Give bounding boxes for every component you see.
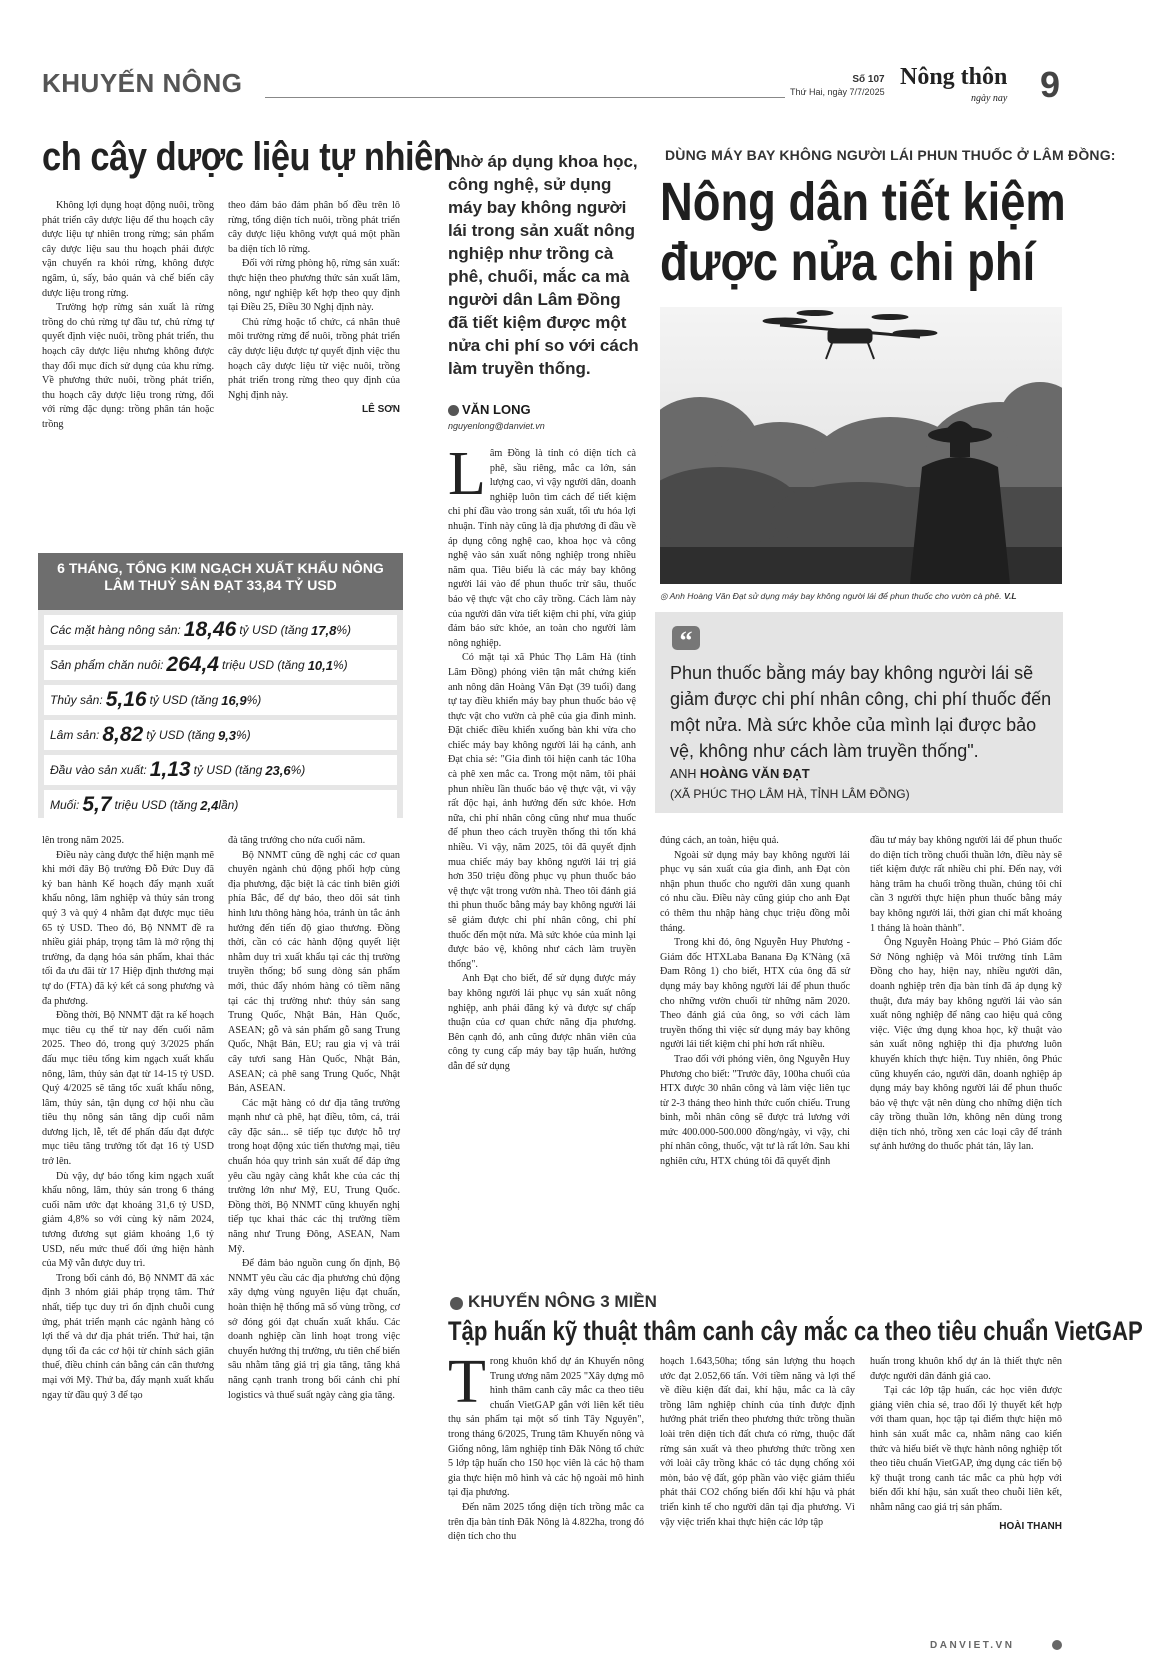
author-signature: HOÀI THANH: [999, 1520, 1062, 1532]
paragraph: Trong bối cảnh đó, Bộ NNMT đã xác định 3 nhóm giải pháp trọng tâm. Thứ nhất, tiếp tục duy trì ổn định chuỗi cung ứng, phát triển mạnh các ngành hàng có lợi thế và dư địa phát triển. Thứ hai, tận dụng tối đa các cơ hội từ chính sách giãn thuế, điều chỉnh cán bằng cán cân thương mại với Mỹ. Thứ ba, đẩy mạnh xuất khẩu ngay từ đầu quý 3 để tạo: [42, 1272, 214, 1401]
export-stat-row: [44, 755, 397, 785]
export-stat-value: 5,16: [105, 688, 147, 711]
quote-icon: “: [672, 626, 700, 650]
paragraph: Đối với rừng phòng hộ, rừng sản xuất: thực hiện theo phương thức sản xuất lâm, nông, ngư nghiệp kết hợp theo quy định tại Điều 25, Điều 30 Nghị định này.: [228, 258, 400, 314]
paragraph: [448, 440, 636, 651]
paragraph-text: rong khuôn khổ dự án Khuyến nông Trung ương năm 2025 "Xây dựng mô hình thâm canh cây mắc ca theo tiêu chuẩn VietGAP gắn với liên kết tiêu thụ sản phẩm tại một số tỉnh Tây Nguyên", trong tháng 6/2025, Trung tâm Khuyến nông và Giống nông, lâm nghiệp tỉnh Đăk Nông tổ chức 5 lớp tập huấn cho 150 học viên là các hộ tham gia thực hiện mô hình và các hộ ngoài mô hình tại địa phương.: [448, 1356, 644, 1499]
main-article-col-2: [660, 834, 850, 1170]
paragraph: Trao đổi với phóng viên, ông Nguyễn Huy Phương cho biết: "Trước đây, 100ha chuối của HTX được 30 nhân công và làm việc liên tục từ 2-3 tháng theo hình thức cuốn chiếu. Trung bình, mỗi nhân công sẽ được trả lương với mức 400.000-500.000 đồng/ngày, vì vậy, chi phí nhân công, thuốc, vật tư là rất lớn. Sau khi nghiên cứu, HTX chúng tôi đã quyết định: [660, 1053, 850, 1168]
export-stat-unit: triệu USD (tăng: [221, 658, 305, 672]
export-stat-suffix: lần): [218, 798, 239, 812]
footer-site: DANVIET.VN: [930, 1640, 1015, 1651]
paragraph: theo đám bảo đảm phân bố đều trên lô rừng, tổng diện tích nuôi, trồng phát triển cây dược liệu không vượt quá một phần ba diện tích lô rừng.: [228, 200, 400, 255]
export-stat-suffix: %): [336, 623, 352, 637]
export-stat-growth: 2,4: [200, 797, 219, 813]
export-stat-unit: triệu USD (tăng: [114, 798, 198, 812]
export-stat-growth: 17,8: [311, 622, 337, 638]
export-stat-row: [44, 685, 397, 715]
bottom-article-col-1: [448, 1348, 644, 1545]
paragraph: Đến năm 2025 tổng diện tích trồng mắc ca trên địa bàn tỉnh Đăk Nông là 4.822ha, trong đó diện tích cho thu: [448, 1501, 644, 1543]
export-stat-row: [44, 615, 397, 645]
caption-text: Anh Hoàng Văn Đạt sử dụng máy bay không người lái để phun thuốc cho vườn cà phê.: [669, 591, 1002, 601]
export-stats-box: [38, 553, 403, 818]
paragraph: Các mặt hàng có dư địa tăng trưởng mạnh như cà phê, hạt điều, tôm, cá, trái cây đặc sản... sẽ tiếp tục được hỗ trợ trong hoạt động xúc tiến thương mại, tiêu chuẩn hóa quy trình sản xuất để đáp ứng yêu cầu ngày càng khắt khe của các thị trường lớn như Mỹ, EU, Trung Quốc. Đồng thời, Bộ NNMT cũng khuyến nghị tiếp tục khai thác các thị trường tiềm năng như Trung Đông, ASEAN, Nam Mỹ.: [228, 1097, 400, 1255]
bottom-article-title: Tập huấn kỹ thuật thâm canh cây mắc ca theo tiêu chuẩn VietGAP: [448, 1316, 1143, 1346]
paragraph: huấn trong khuôn khổ dự án là thiết thực nên được người dân đánh giá cao.: [870, 1356, 1062, 1382]
photo-credit: V.L: [1004, 591, 1017, 601]
author-name: VĂN LONG: [462, 402, 531, 417]
left-bottom-col-2: [228, 834, 400, 1403]
export-stat-suffix: %): [333, 658, 348, 672]
author-email: nguyenlong@danviet.vn: [448, 421, 545, 431]
export-stat-unit: tỷ USD (tăng: [146, 728, 215, 742]
export-stat-growth: 23,6: [265, 762, 291, 778]
left-article-col-2: [228, 199, 400, 418]
issue-date: Thứ Hai, ngày 7/7/2025: [790, 87, 885, 97]
paragraph: Trong khi đó, ông Nguyễn Huy Phương - Giám đốc HTXLaba Banana Đạ K'Nàng (xã Đam Rông 1) cho biết, HTX của ông đã sử dụng máy bay không người lái để phun thuốc cho những vườn chuối từ những năm 2020. Theo đánh giá của ông, so với cách làm truyền thống thì việc sử dụng máy bay không người lái tiết kiệm chi phí hơn rất nhiều.: [660, 937, 850, 1051]
export-stat-growth: 16,9: [221, 692, 247, 708]
section-name: KHUYẾN NÔNG: [42, 68, 243, 98]
paragraph: hoạch 1.643,50ha; tổng sản lượng thu hoạch ước đạt 2.052,66 tấn. Với tiềm năng và lợi thế về điều kiện đất đai, khí hậu, mắc ca là cây trồng lâm nghiệp chính của tỉnh được định hướng phát triển theo phương thức trồng thuần loài trên diện tích đất chưa có rừng, thuộc đất rừng sản xuất và theo phương thức trồng xen với loài cây trồng khác có tác dụng chống xói mòn, bảo vệ đất, góp phần vào việc giảm thiểu phát thải CO2 chống biến đổi khí hậu và phát triển kinh tế cho người dân tại địa phương. Vì vậy việc triển khai thực hiện các lớp tập: [660, 1356, 855, 1528]
left-bottom-col-1: [42, 834, 214, 1403]
export-stat-unit: tỷ USD (tăng: [193, 763, 263, 777]
bottom-article-col-2: [660, 1355, 855, 1530]
export-stats-heading: 6 THÁNG, TỔNG KIM NGẠCH XUẤT KHẨU NÔNG LÂM THUỶ SẢN ĐẠT 33,84 TỶ USD: [38, 553, 403, 610]
paragraph: Có mặt tại xã Phúc Thọ Lâm Hà (tỉnh Lâm Đồng) phóng viên tận mắt chứng kiến anh nông dân Hoàng Văn Đạt (39 tuổi) đang tự tay điều khiển máy bay phun thuốc bảo vệ thực vật cho vườn cà phê của gia đình mình. Đặt chiếc điều khiển xuống bàn khi vừa cho chiếc máy bay không người lái hạ cánh, anh Đạt chia sẻ: "Gia đình tôi hiện canh tác 10ha cà phê xen mắc ca. Trong một năm, tôi phải phun nhiều lần thuốc bảo vệ thực vật, vì vậy rất độc hại, ảnh hưởng đến sức khỏe. Hơn nữa, chi phí nhân công cũng như mua thuốc để phun theo cách truyền thống thì tốn khá nhiều. Vì vậy, năm 2025, tôi đã quyết định mua chiếc máy bay không người lái trị giá hơn 350 triệu đồng phục vụ phun thuốc bảo vệ thực vật trong vườn nhà. Theo tôi đánh giá thì phun thuốc bằng máy bay không người lái sẽ giảm được chi phí nhân công, chi phí thuốc đến một nửa. Mà sức khỏe của mình lại được bảo vệ, không như cách làm truyền thống".: [448, 652, 636, 970]
drop-cap: T: [448, 1348, 486, 1416]
issue-number: Số 107: [852, 74, 885, 85]
paragraph: Tại các lớp tập huấn, các học viên được giảng viên chia sẻ, trao đổi lý thuyết kết hợp với tham quan, học tập tại điểm thực hiện mô hình sản xuất mắc ca, nhằm nâng cao kiến thức và hiểu biết về thực hành nông nghiệp tốt theo tiêu chuẩn VietGAP, ứng dụng các tiến bộ kỹ thuật trong canh tác mắc ca phù hợp với biến đổi khí hậu, sản xuất theo chuỗi liên kết, nhằm nâng cao giá trị sản phẩm.: [870, 1385, 1062, 1513]
bottom-article-kicker: KHUYẾN NÔNG 3 MIỀN: [468, 1292, 657, 1311]
paragraph: Dù vậy, dự báo tổng kim ngạch xuất khẩu nông, lâm, thủy sản trong 6 tháng cuối năm ước đạt khoảng 31,6 tỷ USD, giảm 4,8% so với cùng kỳ năm 2024, tương đương sụt giảm khoảng 1,6 tỷ USD, nếu mức thuế đối ứng hiện hành của Mỹ vẫn được duy trì.: [42, 1170, 214, 1270]
paragraph: Chủ rừng hoặc tổ chức, cá nhân thuê môi trường rừng để nuôi, trồng phát triển cây dược liệu được tự quyết định việc thu hoạch cây dược liệu từ việc nuôi, trồng phát triển trong rừng theo quy định của Nghị định này.: [228, 316, 400, 401]
footer-logo-icon: [1052, 1640, 1062, 1650]
author-signature: LÊ SƠN: [362, 404, 400, 416]
headline-kicker: DÙNG MÁY BAY KHÔNG NGƯỜI LÁI PHUN THUỐC Ở LÂM ĐỒNG:: [665, 147, 1116, 163]
export-stat-label: Lâm sản:: [50, 728, 100, 742]
paragraph: Anh Đạt cho biết, để sử dụng được máy bay không người lái phục vụ sản xuất nông nghiệp, anh phải đăng ký và được sự chấp thuận của cơ quan chức năng địa phương. Bên cạnh đó, anh cũng được nhân viên của công ty cung cấp máy bay tập huấn, hướng dẫn để sử dụng: [448, 973, 636, 1072]
export-stat-label: Các mặt hàng nông sản:: [50, 623, 181, 637]
pull-quote-text: Phun thuốc bằng máy bay không người lái sẽ giảm được chi phí nhân công, chi phí thuốc đến một nửa. Mà sức khỏe của mình lại được bảo vệ, không như cách làm truyền thống".: [670, 663, 1052, 761]
export-stat-label: Đầu vào sản xuất:: [50, 763, 147, 777]
export-stat-label: Sản phẩm chăn nuôi:: [50, 658, 164, 672]
issue-info: [790, 73, 885, 99]
quote-prefix: ANH: [670, 767, 697, 781]
paragraph: Trường hợp rừng sản xuất là rừng trồng do chủ rừng tự đầu tư, chủ rừng tự quyết định việc nuôi, trồng phát triển, thu hoạch cây dược liệu nhưng không được thay đổi mục đích sử dụng của khu rừng. Về phương thức nuôi, trồng phát triển, thu hoạch cây dược liệu trong rừng, đối với rừng đặc dụng: trồng phân tán hoặc trồng: [42, 302, 214, 430]
paragraph: Bộ NNMT cũng đề nghị các cơ quan chuyên ngành chủ động phối hợp cùng địa phương, đặc biệt là các tỉnh biên giới phía Bắc, để dự báo, theo dõi sát tình hình lưu thông hàng hóa, tránh ùn tắc ảnh hưởng đến tiến độ giao thương. Đồng thời, cần có các hành động quyết liệt nhằm duy trì xuất khẩu tại các thị trường truyền thống; bổ sung dòng sản phẩm mới, thúc đẩy nhóm hàng có tiềm năng tại các thị trường như: thủy sản sang Trung Quốc, Nhật Bản, Hàn Quốc, ASEAN; gỗ và sản phẩm gỗ sang Trung Quốc, Nhật Bản, EU; rau gia vị và trái cây tươi sang Hàn Quốc, Nhật Bản, ASEAN; cà phê sang Trung Quốc, Nhật Bản, ASEAN.: [228, 849, 400, 1095]
export-stat-suffix: %): [236, 728, 251, 742]
paragraph: [448, 1348, 644, 1501]
export-stat-label: Thủy sản:: [50, 693, 103, 707]
left-article-col-1: [42, 199, 214, 433]
left-article-title: ch cây dược liệu tự nhiên: [42, 135, 454, 179]
paragraph-text: âm Đồng là tỉnh có diện tích cà phê, sầu riêng, mắc ca lớn, sản lượng cao, vì vậy người dân, doanh nghiệp luôn tìm cách để tiết kiệm chi phí đầu vào trong sản xuất, tối ưu hóa lợi nhuận. Tỉnh này cũng là địa phương đi đầu về áp dụng công nghệ cao, khoa học và công nghệ vào sản xuất nông nghiệp trong nhiều năm qua. Tiêu biểu là các máy bay không người lái vào để phun thuốc trừ sâu, thuốc bảo vệ thực vật cho cây trồng. Cách làm này của người dân vừa tiết kiệm chi phí, vừa giúp đảm bảo sức khỏe, an toàn cho người làm nông nghiệp.: [448, 448, 636, 649]
quote-name: HOÀNG VĂN ĐẠT: [699, 766, 810, 781]
paragraph: lên trong năm 2025.: [42, 835, 125, 846]
main-article-lede: Nhờ áp dụng khoa học, công nghệ, sử dụng máy bay không người lái trong sản xuất nông nghiệp như trồng cà phê, chuối, mắc ca mà người dân Lâm Đồng đã tiết kiệm được một nửa chi phí so với cách làm truyền thống.: [448, 152, 639, 378]
export-stat-unit: tỷ USD (tăng: [149, 693, 219, 707]
export-stat-value: 5,7: [82, 793, 112, 816]
export-stat-row: [44, 720, 397, 750]
paragraph: Để đảm bảo nguồn cung ổn định, Bộ NNMT yêu cầu các địa phương chủ động xây dựng vùng nguyên liệu đạt chuẩn, hoàn thiện hệ thống mã số vùng trồng, cơ sở đóng gói đạt chuẩn xuất khẩu. Các doanh nghiệp cần linh hoạt trong việc chuyển hướng thị trường, ưu tiên chế biến sâu nhằm tăng giá trị gia tăng, tăng khả năng cạnh tranh trong bối cảnh chi phí logistics và thuế suất ngày càng gia tăng.: [228, 1258, 400, 1401]
photo-caption: [660, 591, 1062, 602]
main-article-col-1: [448, 440, 636, 1075]
export-stat-unit: tỷ USD (tăng: [239, 623, 309, 637]
masthead-subtitle: ngày nay: [970, 93, 1008, 104]
paragraph: Đồng thời, Bộ NNMT đặt ra kế hoạch mục tiêu cụ thể từ nay đến cuối năm 2025. Theo đó, trong quý 3/2025 phấn đấu mục tiêu tổng kim ngạch xuất khẩu nông, lâm, thủy sản đạt từ 14-15 tỷ USD. Quý 4/2025 sẽ tăng tốc xuất khẩu nông, lâm, thủy sản, tận dụng cơ hội nhu cầu tiêu thụ nông sản tăng dịp cuối năm dương lịch, lễ, tết để phấn đấu đạt được mục tiêu tăng trưởng tốt đạt 16 tỷ USD trở lên.: [42, 1010, 214, 1168]
paragraph: đầu tư máy bay không người lái để phun thuốc do diện tích trồng chuối thuần lớn, điều này sẽ tiết kiệm được rất nhiều chi phí. Đến nay, với hàng trăm ha chuối trồng thuần, chúng tôi chỉ cần 3 người thực hiện phun thuốc bằng máy bay không người lái, thời gian chỉ mất khoảng 1 tháng là hoàn thành".: [870, 835, 1062, 934]
camera-icon: ◎: [660, 591, 670, 601]
export-stat-value: 8,82: [102, 723, 144, 746]
export-stat-value: 18,46: [183, 618, 237, 641]
page-number: 9: [1040, 64, 1061, 105]
export-stat-suffix: %): [246, 693, 262, 707]
section-icon: [450, 1297, 463, 1310]
author-icon: [448, 405, 459, 416]
bottom-article-col-3: [870, 1355, 1062, 1534]
photo-illustration: [660, 307, 1062, 584]
paragraph: Ông Nguyễn Hoàng Phúc – Phó Giám đốc Sở Nông nghiệp và Môi trường tỉnh Lâm Đồng cho hay, hiện nay, nhiều người dân, doanh nghiệp trên địa bàn tỉnh đã áp dụng kỹ thuật, đưa máy bay không người lái vào sản xuất nông nghiệp để nâng cao hiệu quả công việc. Việc ứng dụng khoa học, kỹ thuật vào sản xuất nông nghiệp thì địa phương luôn khuyến khích thực hiện. Tuy nhiên, ông Phúc cũng khuyến cáo, người dân, doanh nghiệp áp dụng máy bay không người lái để phun thuốc bảo vệ thực vật nên dùng cho những diện tích cây trồng thuần lớn, không nên dùng trong diện tích nhỏ, trồng xen các loại cây để tránh sự ảnh hưởng do thuốc phát tán, lây lan.: [870, 937, 1062, 1153]
export-stat-growth: 10,1: [307, 657, 333, 673]
export-stat-label: Muối:: [50, 798, 80, 812]
headline: Nông dân tiết kiệm được nửa chi phí: [660, 172, 1066, 292]
paragraph: Điều này càng được thể hiện mạnh mẽ khi mới đây Bộ trưởng Đỗ Đức Duy đã ký ban hành Kế hoạch đẩy mạnh xuất khẩu nông, lâm nghiệp và thủy sản trong quý 3 và quý 4 nhằm đạt được mục tiêu 65 tỷ USD. Theo đó, Bộ NNMT đề ra nhiều giải pháp, trọng tâm là mở rộng thị trường, đa dạng hóa sản phẩm, khai thác tối đa ưu đãi từ 17 Hiệp định thương mại tự do (FTA) đã ký kết cả song phương và đa phương.: [42, 849, 214, 1007]
header-rule: [265, 97, 785, 98]
export-stat-row: [44, 650, 397, 680]
paragraph: Ngoài sử dụng máy bay không người lái phục vụ sản xuất của gia đình, anh Đạt còn nhận phun thuốc cho người dân xung quanh có nhu cầu. Điều này cũng giúp cho anh Đạt có thêm thu nhập hàng chục triệu đồng mỗi tháng.: [660, 849, 850, 934]
export-stat-growth: 9,3: [217, 727, 237, 743]
paragraph: đúng cách, an toàn, hiệu quả.: [660, 835, 779, 846]
drone-farmer-photo: [660, 307, 1062, 584]
quote-address: (XÃ PHÚC THỌ LÂM HÀ, TỈNH LÂM ĐỒNG): [670, 787, 910, 801]
export-stat-suffix: %): [290, 763, 306, 777]
drop-cap: L: [448, 440, 486, 508]
export-stat-value: 1,13: [149, 758, 191, 781]
masthead-logo: [900, 66, 1007, 110]
export-stat-row: [44, 790, 397, 820]
export-stat-value: 264,4: [166, 653, 219, 676]
paragraph: đà tăng trưởng cho nửa cuối năm.: [228, 835, 366, 846]
main-article-col-3: [870, 834, 1062, 1155]
quote-attribution: [670, 766, 810, 781]
paragraph: Không lợi dụng hoạt động nuôi, trồng phát triển cây dược liệu để thu hoạch cây dược liệu tự nhiên trong rừng; sản phẩm cây dược liệu sau thu hoạch phải được vận chuyển ra khỏi rừng, không được ngâm, ủ, sấy, bảo quản và chế biến cây dược liệu trong rừng.: [42, 200, 214, 299]
masthead-title: Nông thôn: [900, 64, 1008, 90]
